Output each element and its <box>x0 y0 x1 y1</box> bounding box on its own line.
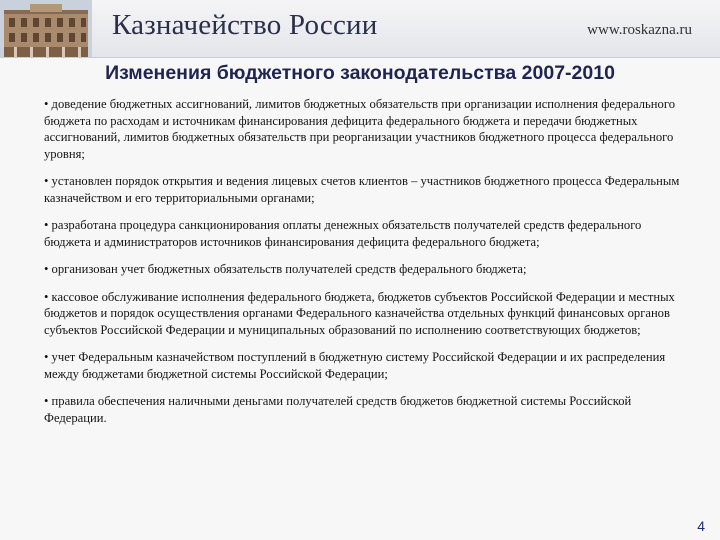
page-number: 4 <box>697 518 705 534</box>
bullet-list <box>44 96 680 437</box>
treasury-building-icon <box>0 0 92 57</box>
list-item: • учет Федеральным казначейством поступлений в бюджетную систему Российской Федерации и их распределения между бюджетами бюджетной системы Российской Федерации; <box>44 350 666 381</box>
list-item: • установлен порядок открытия и ведения лицевых счетов клиентов – участников бюджетного процесса Федеральным казначейством и его территориальными органами; <box>44 174 680 205</box>
header-bar <box>0 0 720 58</box>
list-item: • разработана процедура санкционирования оплаты денежных обязательств получателей средств федерального бюджета и администраторов источников финансирования дефицита федерального бюджета; <box>44 218 642 249</box>
list-item: • кассовое обслуживание исполнения федерального бюджета, бюджетов субъектов Российской Федерации и местных бюджетов и порядок осуществления органами Федерального казначейства отдельных функций финансовых органов субъектов Российской Федерации и муниципальных образований по исполнению соответствующих бюджетов; <box>44 289 675 337</box>
page-title: Изменения бюджетного законодательства 2007-2010 <box>105 62 615 84</box>
list-item: • организован учет бюджетных обязательств получателей средств федерального бюджета; <box>44 262 527 276</box>
header-title: Казначейство России <box>112 9 378 41</box>
list-item: • доведение бюджетных ассигнований, лимитов бюджетных обязательств при организации исполнения федерального бюджета по расходам и источникам финансирования дефицита федерального бюджета и передачи бюджетных ассигнований, лимитов бюджетных обязательств при реорганизации участников бюджетного процесса федерального уровня; <box>44 97 675 161</box>
list-item: • правила обеспечения наличными деньгами получателей средств бюджетов бюджетной системы Российской Федерации. <box>44 394 632 425</box>
header-url: www.roskazna.ru <box>587 22 692 38</box>
